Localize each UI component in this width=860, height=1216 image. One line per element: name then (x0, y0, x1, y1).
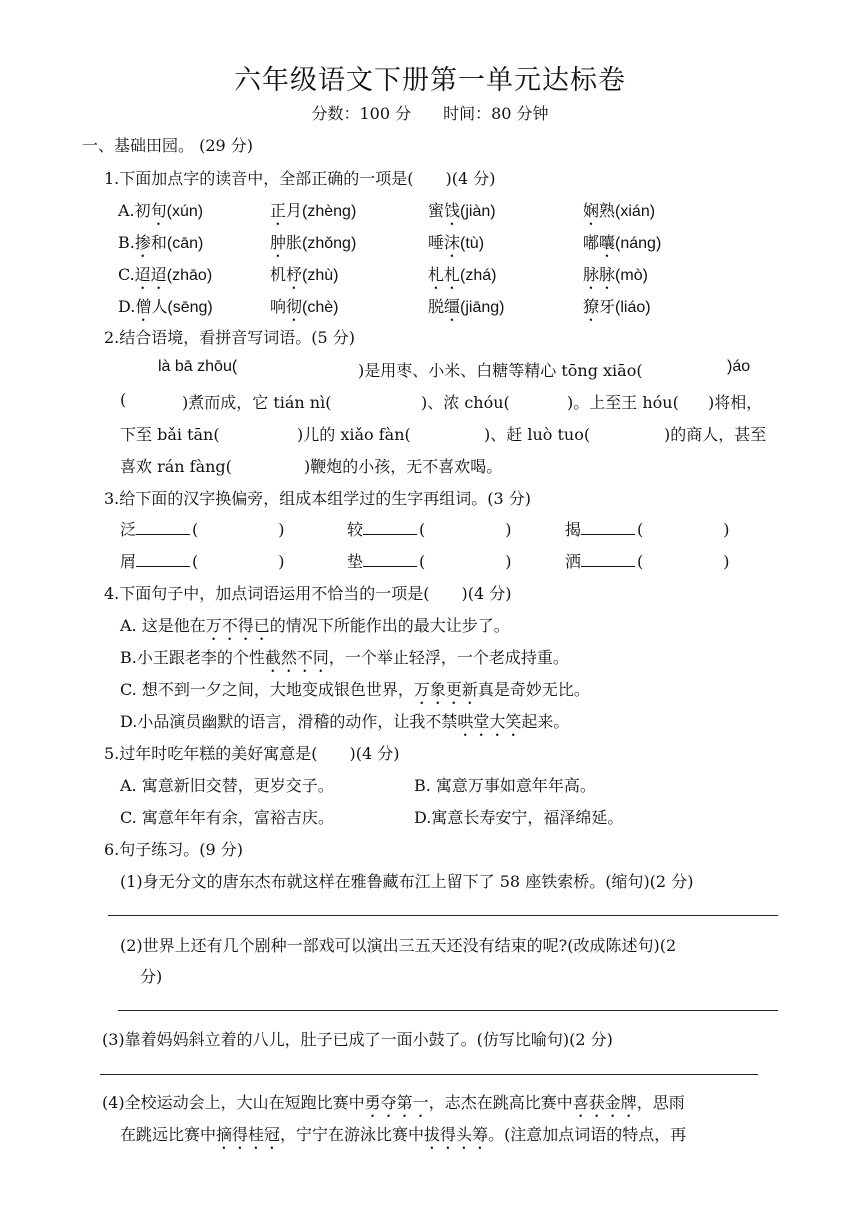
q1-option-B-word-2: 肿胀(zhǒng) (270, 233, 357, 252)
q1-option-C-word-3: 札札(zhá) (428, 265, 497, 284)
question-3-stem: 3.给下面的汉字换偏旁，组成本组学过的生字再组词。(3 分) (104, 489, 532, 508)
q3-blank[interactable] (581, 552, 635, 567)
answer-line-3[interactable] (100, 1074, 758, 1075)
q2-line4-b: )鞭炮的小孩，无不喜欢喝。 (304, 457, 503, 476)
q3-char: 垫 (347, 552, 364, 571)
q6-sentence-4-cont: 在跳远比赛中摘得桂冠，宁宁在游泳比赛中拔得头筹。(注意加点词语的特点，再 (120, 1125, 687, 1144)
q2-line3-b: )儿的 xiǎo fàn( (297, 425, 411, 444)
q3-char: 洒 (565, 552, 582, 571)
q3-item-6[interactable]: 洒 ( ) (565, 552, 730, 571)
section-1-heading: 一、基础田园。 (29 分) (82, 136, 254, 155)
q1-option-A-word-1: A.初旬(xún) (118, 201, 204, 220)
q3-blank[interactable] (136, 552, 190, 567)
q1-option-B-word-3: 唾沫(tù) (428, 233, 485, 252)
q1-option-C-word-1: C.迢迢(zhāo) (118, 265, 213, 284)
q6-sentence-4: (4)全校运动会上，大山在短跑比赛中勇夺第一，志杰在跳高比赛中喜获金牌，思雨 (102, 1093, 685, 1112)
q1-option-B-word-1: B.掺和(cān) (118, 233, 204, 252)
q3-item-4[interactable]: 屑 ( ) (120, 552, 285, 571)
q1-option-D-word-2: 响彻(chè) (270, 297, 339, 316)
question-6-stem: 6.句子练习。(9 分) (104, 840, 244, 859)
q4-option-d: D.小品演员幽默的语言，滑稽的动作，让我不禁哄堂大笑起来。 (120, 712, 570, 731)
q3-item-2[interactable]: 较 ( ) (347, 520, 512, 539)
q3-item-3[interactable]: 揭 ( ) (565, 520, 730, 539)
q2-line4-a: 喜欢 rán fàng( (120, 457, 232, 476)
q3-char: 较 (347, 520, 364, 539)
q4-option-a: A. 这是他在万不得已的情况下所能作出的最大让步了。 (120, 616, 510, 635)
q6-sentence-3: (3)靠着妈妈斜立着的八儿，肚子已成了一面小鼓了。(仿写比喻句)(2 分) (102, 1030, 613, 1049)
q2-line1-b: )是用枣、小米、白糖等精心 tōng xiāo( (358, 361, 643, 380)
q2-line3-d: )的商人，甚至 (664, 425, 767, 444)
q5-option-c: C. 寓意年年有余，富裕吉庆。 (120, 808, 334, 827)
q1-option-A-word-4: 娴熟(xián) (583, 201, 656, 220)
question-1-stem: 1.下面加点字的读音中，全部正确的一项是( )(4 分) (104, 169, 496, 188)
score-time-info: 分数：100 分 时间：80 分钟 (311, 104, 549, 123)
q2-line3-c: )、赶 luò tuo( (484, 425, 591, 444)
q1-option-D-word-3: 脱缰(jiāng) (428, 297, 505, 316)
q3-char: 泛 (120, 520, 137, 539)
q6-sentence-1: (1)身无分文的唐东杰布就这样在雅鲁藏布江上留下了 58 座铁索桥。(缩句)(2 分) (120, 872, 694, 891)
q1-option-D-word-4: 獠牙(liáo) (583, 297, 651, 316)
q2-line2-c: )、浓 chóu( (421, 393, 510, 412)
q5-option-b: B. 寓意万事如意年年高。 (414, 776, 596, 795)
q3-blank[interactable] (363, 552, 417, 567)
q1-option-A-word-3: 蜜饯(jiàn) (428, 201, 496, 220)
q2-line3-a: 下至 bǎi tān( (120, 425, 220, 444)
question-4-stem: 4.下面句子中，加点词语运用不恰当的一项是( )(4 分) (104, 584, 512, 603)
page-title: 六年级语文下册第一单元达标卷 (234, 65, 626, 96)
answer-line-1[interactable] (108, 915, 778, 916)
q2-line2-d: )。上至王 hóu( (567, 393, 679, 412)
q5-option-d: D.寓意长寿安宁，福泽绵延。 (414, 808, 624, 827)
q1-option-D-word-1: D.僧人(sēng) (118, 297, 213, 316)
q2-line2-b: )煮而成，它 tián nì( (182, 393, 332, 412)
q3-char: 屑 (120, 552, 137, 571)
q1-option-A-word-2: 正月(zhèng) (270, 201, 357, 220)
q3-blank[interactable] (363, 520, 417, 535)
answer-line-2[interactable] (118, 1010, 778, 1011)
question-5-stem: 5.过年时吃年糕的美好寓意是( )(4 分) (104, 744, 400, 763)
question-2-stem: 2.结合语境，看拼音写词语。(5 分) (104, 328, 356, 347)
q4-option-c: C. 想不到一夕之间，大地变成银色世界，万象更新真是奇妙无比。 (120, 680, 590, 699)
q1-option-C-word-2: 机杼(zhù) (270, 265, 339, 284)
q1-option-C-word-4: 脉脉(mò) (583, 265, 648, 284)
q4-option-b: B.小王跟老李的个性截然不同，一个举止轻浮，一个老成持重。 (120, 648, 569, 667)
q6-sentence-2: (2)世界上还有几个剧种一部戏可以演出三五天还没有结束的呢?(改成陈述句)(2 (120, 936, 677, 955)
q3-char: 揭 (565, 520, 582, 539)
q3-blank[interactable] (136, 520, 190, 535)
q2-line1-a: là bā zhōu( (158, 358, 238, 375)
q6-sentence-2-cont: 分) (140, 967, 163, 986)
q3-blank[interactable] (581, 520, 635, 535)
q3-item-5[interactable]: 垫 ( ) (347, 552, 512, 571)
q1-option-B-word-4: 嘟囔(náng) (583, 233, 662, 252)
q2-line2-e: )将相， (708, 393, 763, 412)
q5-option-a: A. 寓意新旧交替，更岁交子。 (120, 776, 334, 795)
q3-item-1[interactable]: 泛 ( ) (120, 520, 285, 539)
q2-line2-a: ( (120, 390, 127, 409)
q2-line1-c: )áo (727, 358, 751, 375)
